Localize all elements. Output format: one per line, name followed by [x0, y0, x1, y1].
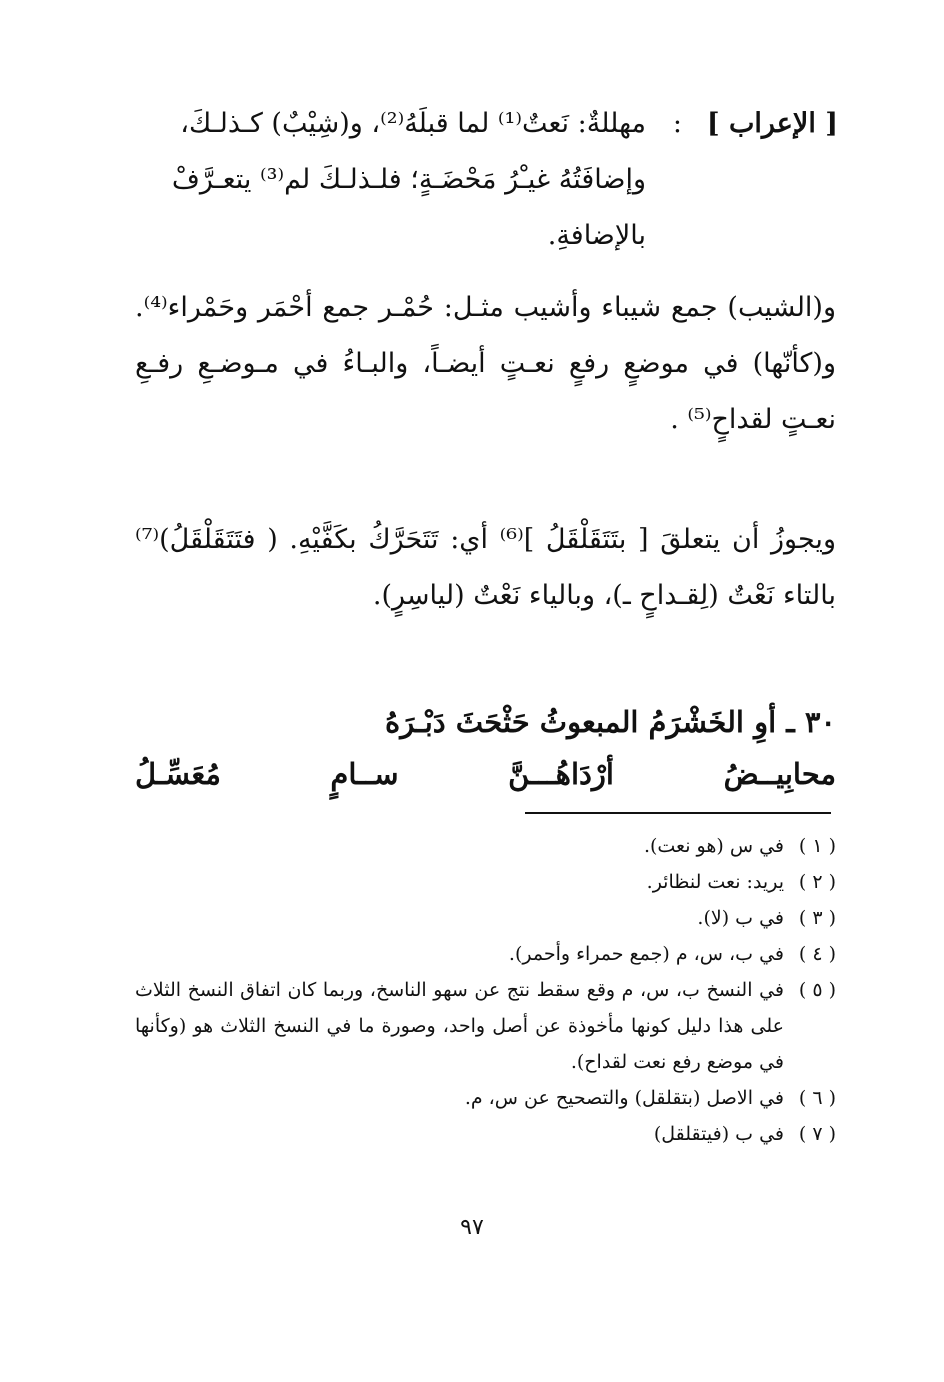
paragraph-2 — [135, 280, 836, 448]
section-label: [ الإعراب ] — [706, 108, 838, 139]
footnotes — [135, 828, 836, 1152]
footnote-item — [135, 1116, 836, 1152]
footnote-item — [135, 864, 836, 900]
footnote-text: في الاصل (بتقلقل) والتصحيح عن س، م. — [464, 1087, 784, 1109]
footnote-item — [135, 828, 836, 864]
footnote-number: ( ٤ ) — [798, 943, 836, 965]
footnote-item — [135, 936, 836, 972]
footnote-divider — [525, 812, 831, 814]
footnote-text: في ب (لا). — [697, 907, 784, 929]
footnote-text: في س (هو نعت). — [643, 835, 784, 857]
paragraph-text: ويجوزُ أن يتعلقَ [ بتَتَقَلْقَلُ ]⁽⁶⁾ أي: تَتَحَرَّكُ بكَفَّيْهِ. ( فتَتَقَلْقَلُ)⁽⁷⁾ بالتاء نَعْتٌ (لِقـداحٍ ـ)، وبالياء نَعْتٌ (لياسِرٍ). — [135, 524, 836, 611]
paragraph-3 — [135, 512, 836, 624]
footnote-number: ( ٧ ) — [798, 1123, 836, 1145]
footnote-number: ( ٦ ) — [798, 1087, 836, 1109]
footnote-text: يريد: نعت لنظائر. — [646, 871, 784, 893]
section-colon: : — [672, 108, 682, 139]
footnote-text: في النسخ ب، س، م وقع سقط نتج عن سهو الناسخ، وربما كان اتفاق النسخ الثلاث على هذا دليل كونها مأخوذة عن أصل واحد، وصورة ما في النسخ الثلاث هو (وكأنها في موضع رفع نعت لقداح). — [135, 979, 784, 1073]
footnote-text: في ب (فيتقلقل) — [653, 1123, 784, 1145]
paragraph-text: و(الشيب) جمع شيباء وأشيب مثـل: حُمْـر جمع أحْمَر وحَمْراء⁽⁴⁾. و(كأنّها) في موضعٍ رفعٍ نعـتٍ أيضـاً، والبـاءُ في مـوضـعِ رفـعِ نعـتٍ لقداحٍ⁽⁵⁾ . — [135, 292, 836, 435]
footnote-item — [135, 1080, 836, 1116]
footnote-number: ( ٣ ) — [798, 907, 836, 929]
paragraph-text: مهللةٌ: نَعتٌ⁽¹⁾ لما قبلَهُ⁽²⁾، و(شِيْبٌ) كـذلـكَ، وإضافَتُهُ غيـْرُ مَحْضَـةٍ؛ فلـذلـكَ لم⁽³⁾ يتعـرَّفْ بالإضافةِ. — [171, 108, 646, 251]
footnote-number: ( ١ ) — [798, 835, 836, 857]
page-number: ٩٧ — [460, 1215, 484, 1240]
paragraph-1 — [135, 96, 646, 264]
footnote-number: ( ٢ ) — [798, 871, 836, 893]
verse-line-2: محابِيــضُ أرْدَاهُـــنَّ ســامٍ مُعَسِّـلُ — [135, 757, 836, 791]
footnote-number: ( ٥ ) — [798, 979, 836, 1001]
verse-line-1: ٣٠ ـ أوِ الخَشْرَمُ المبعوثُ حَثْحَثَ دَبْـرَهُ — [385, 705, 836, 739]
footnote-item — [135, 972, 836, 1080]
footnote-text: في ب، س، م (جمع حمراء وأحمر). — [508, 943, 784, 965]
footnote-item — [135, 900, 836, 936]
